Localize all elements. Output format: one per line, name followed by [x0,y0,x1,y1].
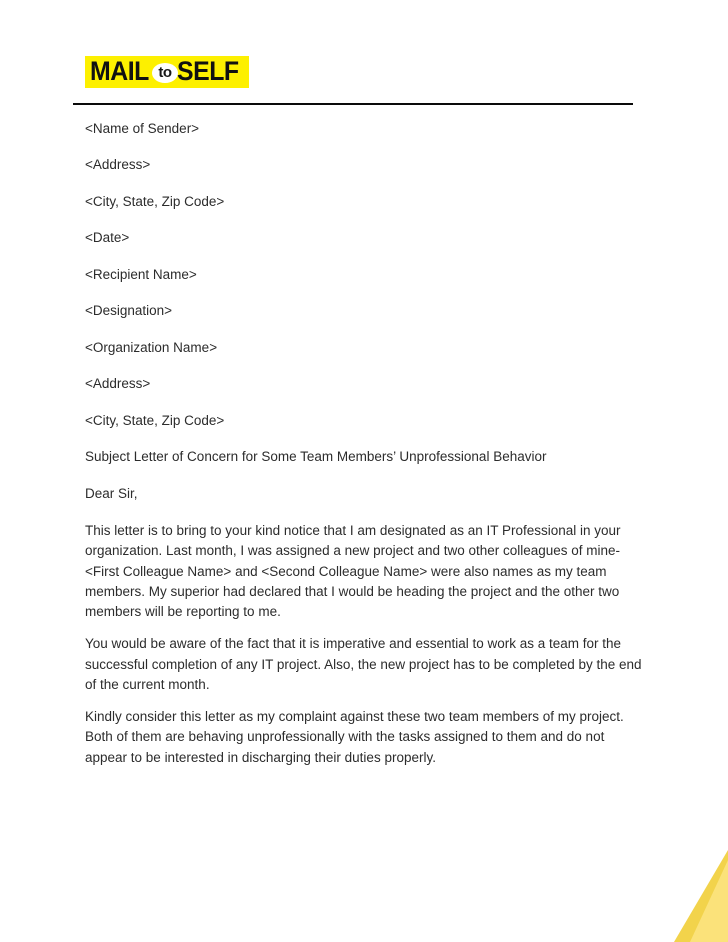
body-paragraph-2: You would be aware of the fact that it is imperative and essential to work as a team for the successful completion of any IT project. Also, the new project has to be completed by the end of the current month. [85,636,642,692]
field-recipient-name: <Recipient Name> [85,266,197,282]
salutation: Dear Sir, [85,485,138,501]
logo-highlight-badge [85,56,249,88]
field-recipient-city-state-zip: <City, State, Zip Code> [85,412,225,428]
corner-wedge-decoration [656,850,728,942]
logo-word-mail: MAIL [90,56,149,86]
logo-word-to: to [158,64,172,81]
body-paragraph-1: This letter is to bring to your kind notice that I am designated as an IT Professional in your organization. Last month, I was assigned a new project and two other colleagues of mine- <First Colleague Name> and <Second Colleague Name> were also names as my team members. My superior had declared that I would be heading the project and the other two members will be reporting to me. [85,523,621,620]
field-date: <Date> [85,230,130,246]
field-name-of-sender: <Name of Sender> [85,121,200,136]
body-paragraph-3: Kindly consider this letter as my complaint against these two team members of my project. Both of them are behaving unprofessionally with the tasks assigned to them and do not appear to be interested in discharging their duties properly. [85,709,624,765]
brand-logo [85,57,249,87]
field-designation: <Designation> [85,303,173,319]
letter-body [85,121,645,780]
header-divider [73,103,633,105]
subject-line: Subject Letter of Concern for Some Team Members’ Unprofessional Behavior [85,449,547,465]
field-recipient-address: <Address> [85,376,151,392]
field-organization-name: <Organization Name> [85,339,218,355]
field-sender-address: <Address> [85,157,151,173]
logo-word-self: SELF [176,56,239,86]
logo-circle-to [152,63,178,83]
field-sender-city-state-zip: <City, State, Zip Code> [85,193,225,209]
